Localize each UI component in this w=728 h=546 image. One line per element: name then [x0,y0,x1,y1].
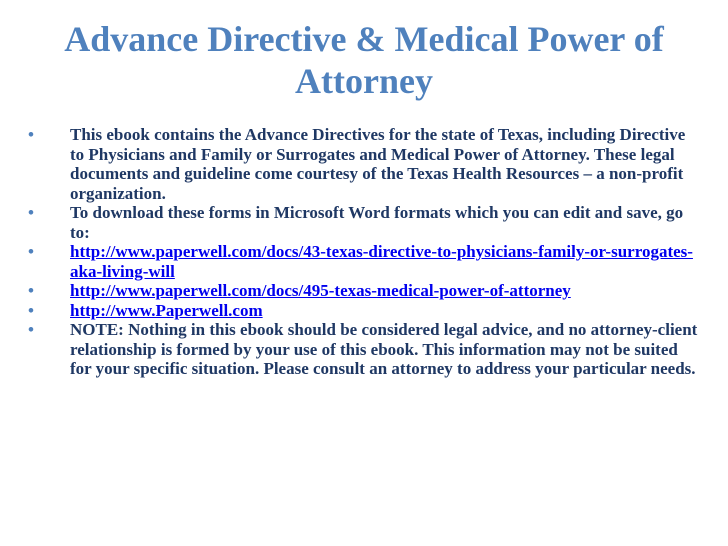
medical-power-of-attorney-link[interactable]: http://www.paperwell.com/docs/495-texas-medical-power-of-attorney [70,281,571,300]
bullet-icon: • [28,242,34,261]
bullet-item-intro [22,125,702,203]
bullet-item-link-home [22,301,702,321]
bullet-icon: • [28,320,34,339]
living-will-link[interactable]: http://www.paperwell.com/docs/43-texas-directive-to-physicians-family-or-surrogates-aka-living-will [70,242,693,281]
bullet-list [22,125,702,379]
slide-title: Advance Directive & Medical Power of Attorney [64,19,664,101]
bullet-text: NOTE: Nothing in this ebook should be considered legal advice, and no attorney-client relationship is formed by your use of this ebook. This information may not be suited for your specific situation. Please consult an attorney to address your particular needs. [70,320,698,378]
paperwell-home-link[interactable]: http://www.Paperwell.com [70,300,263,320]
bullet-icon: • [28,281,34,300]
bullet-text: This ebook contains the Advance Directives for the state of Texas, including Directive to Physicians and Family or Surrogates and Medical Power of Attorney. These legal documents and guideline come courtesy of the Texas Health Resources – a non-profit organization. [70,125,686,203]
bullet-item-link-medical-poa [22,281,702,301]
bullet-item-note [22,320,702,379]
bullet-text: To download these forms in Microsoft Word formats which you can edit and save, go to: [70,203,684,242]
bullet-icon: • [28,125,34,144]
bullet-item-link-living-will [22,242,702,281]
bullet-item-download [22,203,702,242]
bullet-icon: • [28,300,34,320]
bullet-icon: • [28,203,34,222]
